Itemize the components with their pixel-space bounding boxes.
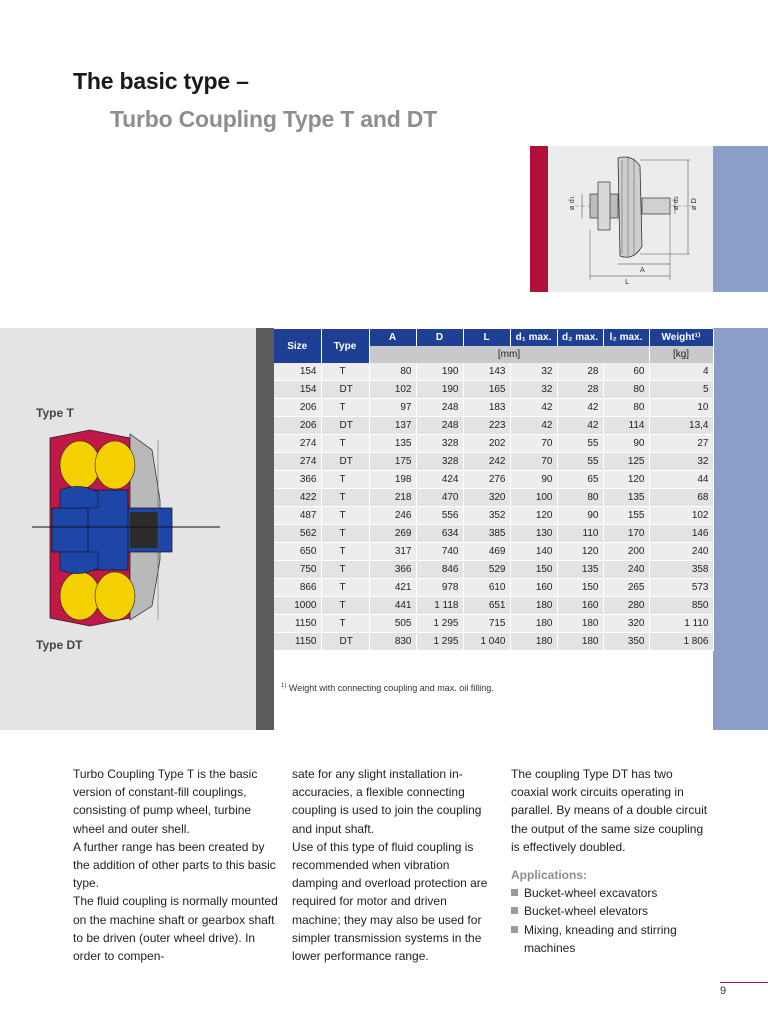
column-header: Type bbox=[321, 329, 369, 363]
table-row bbox=[274, 381, 713, 399]
type-dt-label: Type DT bbox=[36, 638, 83, 652]
table-cell: 70 bbox=[510, 435, 557, 453]
table-row bbox=[274, 417, 713, 435]
table-cell: 60 bbox=[603, 363, 649, 381]
table-cell: 180 bbox=[510, 633, 557, 651]
table-cell: 206 bbox=[274, 399, 321, 417]
table-cell: 130 bbox=[510, 525, 557, 543]
table-cell: 269 bbox=[369, 525, 416, 543]
table-cell: 223 bbox=[463, 417, 510, 435]
table-cell: 190 bbox=[416, 363, 463, 381]
page-number: 9 bbox=[720, 985, 727, 997]
table-cell: 97 bbox=[369, 399, 416, 417]
table-cell: 5 bbox=[649, 381, 713, 399]
table-cell: 573 bbox=[649, 579, 713, 597]
table-row bbox=[274, 597, 713, 615]
table-cell: 562 bbox=[274, 525, 321, 543]
application-label: Bucket-wheel elevators bbox=[524, 904, 649, 919]
table-cell: 240 bbox=[603, 561, 649, 579]
table-cell: DT bbox=[321, 633, 369, 651]
table-cell: 154 bbox=[274, 381, 321, 399]
units-mm: [mm] bbox=[369, 346, 649, 363]
table-cell: 70 bbox=[510, 453, 557, 471]
column-header: D bbox=[416, 329, 463, 346]
table-cell: 170 bbox=[603, 525, 649, 543]
table-row bbox=[274, 579, 713, 597]
dark-divider-bar bbox=[256, 328, 274, 730]
page-title: The basic type – bbox=[73, 68, 249, 94]
table-cell: 366 bbox=[369, 561, 416, 579]
dimension-drawing-panel bbox=[530, 146, 713, 292]
table-cell: 1000 bbox=[274, 597, 321, 615]
square-bullet-icon bbox=[511, 907, 518, 914]
table-cell: 650 bbox=[274, 543, 321, 561]
table-cell: 1 118 bbox=[416, 597, 463, 615]
table-cell: 80 bbox=[369, 363, 416, 381]
table-cell: 28 bbox=[557, 363, 603, 381]
table-row bbox=[274, 543, 713, 561]
table-cell: 750 bbox=[274, 561, 321, 579]
table-cell: 32 bbox=[510, 363, 557, 381]
table-cell: T bbox=[321, 507, 369, 525]
column-header: d₁ max. bbox=[510, 329, 557, 346]
table-cell: 160 bbox=[557, 597, 603, 615]
label-d1: ø d₁ bbox=[568, 196, 576, 210]
table-cell: 715 bbox=[463, 615, 510, 633]
table-cell: 180 bbox=[557, 633, 603, 651]
table-cell: 42 bbox=[510, 399, 557, 417]
coupling-dimension-drawing bbox=[530, 146, 713, 292]
table-cell: 328 bbox=[416, 435, 463, 453]
table-cell: 850 bbox=[649, 597, 713, 615]
text-column-2: sate for any slight installation in-accuracies, a flexible connecting coupling is used to join the coupling and input shaft. Use of this type of fluid coupling is recommended when vibration damping and overload protection are required for motor and driven machine; they may also be used for simpler transmission systems in the lower performance range. bbox=[292, 767, 488, 964]
table-cell: 44 bbox=[649, 471, 713, 489]
table-cell: 866 bbox=[274, 579, 321, 597]
table-cell: 248 bbox=[416, 417, 463, 435]
table-cell: 366 bbox=[274, 471, 321, 489]
table-cell: 80 bbox=[557, 489, 603, 507]
table-cell: 1150 bbox=[274, 615, 321, 633]
table-cell: 4 bbox=[649, 363, 713, 381]
table-cell: 90 bbox=[603, 435, 649, 453]
table-cell: 180 bbox=[510, 597, 557, 615]
table-cell: 65 bbox=[557, 471, 603, 489]
table-cell: 155 bbox=[603, 507, 649, 525]
type-t-label: Type T bbox=[36, 406, 74, 420]
table-cell: T bbox=[321, 363, 369, 381]
table-cell: 135 bbox=[603, 489, 649, 507]
table-cell: 200 bbox=[603, 543, 649, 561]
application-item bbox=[511, 921, 711, 957]
accent-red-bar bbox=[530, 146, 548, 292]
table-row bbox=[274, 525, 713, 543]
table-cell: 556 bbox=[416, 507, 463, 525]
table-cell: 218 bbox=[369, 489, 416, 507]
table-cell: 68 bbox=[649, 489, 713, 507]
table-cell: 143 bbox=[463, 363, 510, 381]
table-cell: 470 bbox=[416, 489, 463, 507]
table-cell: 80 bbox=[603, 381, 649, 399]
table-cell: 358 bbox=[649, 561, 713, 579]
label-d2: ø d₂ bbox=[672, 196, 680, 210]
table-cell: 13,4 bbox=[649, 417, 713, 435]
square-bullet-icon bbox=[511, 889, 518, 896]
table-cell: 160 bbox=[510, 579, 557, 597]
table-cell: 469 bbox=[463, 543, 510, 561]
text-column-1: Turbo Coupling Type T is the basic version of constant-fill couplings, consisting of pump wheel, turbine wheel and outer shell. A further range has been created by the addition of other parts to this basic type. The fluid coupling is normally mounted on the machine shaft or gearbox shaft to be driven (outer wheel drive). In order to compen- bbox=[73, 767, 278, 964]
table-cell: 150 bbox=[510, 561, 557, 579]
table-cell: 120 bbox=[510, 507, 557, 525]
table-row bbox=[274, 363, 713, 381]
table-cell: 529 bbox=[463, 561, 510, 579]
table-cell: 280 bbox=[603, 597, 649, 615]
table-cell: 352 bbox=[463, 507, 510, 525]
column-header: Weight¹⁾ bbox=[649, 329, 713, 346]
table-cell: 830 bbox=[369, 633, 416, 651]
table-cell: 180 bbox=[557, 615, 603, 633]
table-row bbox=[274, 435, 713, 453]
table-cell: 274 bbox=[274, 435, 321, 453]
side-blue-bar bbox=[713, 328, 768, 730]
table-cell: 265 bbox=[603, 579, 649, 597]
table-row bbox=[274, 615, 713, 633]
table-cell: 634 bbox=[416, 525, 463, 543]
table-cell: T bbox=[321, 615, 369, 633]
table-cell: 140 bbox=[510, 543, 557, 561]
table-cell: 441 bbox=[369, 597, 416, 615]
table-cell: DT bbox=[321, 453, 369, 471]
table-cell: 175 bbox=[369, 453, 416, 471]
table-cell: 42 bbox=[557, 417, 603, 435]
table-cell: 202 bbox=[463, 435, 510, 453]
table-cell: T bbox=[321, 471, 369, 489]
table-row bbox=[274, 453, 713, 471]
table-cell: 102 bbox=[649, 507, 713, 525]
table-cell: 114 bbox=[603, 417, 649, 435]
units-kg: [kg] bbox=[649, 346, 713, 363]
table-header-row bbox=[274, 329, 713, 346]
table-cell: 135 bbox=[369, 435, 416, 453]
column-header: A bbox=[369, 329, 416, 346]
coupling-cross-section bbox=[30, 420, 222, 632]
column-header: d₂ max. bbox=[557, 329, 603, 346]
table-cell: T bbox=[321, 399, 369, 417]
table-cell: T bbox=[321, 579, 369, 597]
table-cell: 421 bbox=[369, 579, 416, 597]
table-cell: 1 110 bbox=[649, 615, 713, 633]
table-cell: 180 bbox=[510, 615, 557, 633]
side-blue-bar-top bbox=[713, 146, 768, 292]
table-cell: 424 bbox=[416, 471, 463, 489]
table-cell: 102 bbox=[369, 381, 416, 399]
table-cell: 154 bbox=[274, 363, 321, 381]
table-cell: 198 bbox=[369, 471, 416, 489]
table-cell: 125 bbox=[603, 453, 649, 471]
table-cell: 206 bbox=[274, 417, 321, 435]
table-row bbox=[274, 633, 713, 651]
table-cell: 90 bbox=[557, 507, 603, 525]
table-cell: 80 bbox=[603, 399, 649, 417]
table-cell: T bbox=[321, 543, 369, 561]
table-cell: 120 bbox=[603, 471, 649, 489]
page-number-rule bbox=[720, 982, 768, 983]
table-cell: 505 bbox=[369, 615, 416, 633]
table-cell: 276 bbox=[463, 471, 510, 489]
table-cell: 10 bbox=[649, 399, 713, 417]
table-cell: 610 bbox=[463, 579, 510, 597]
coupling-specifications-table bbox=[274, 329, 714, 651]
column-header: Size bbox=[274, 329, 321, 363]
applications-heading: Applications: bbox=[511, 868, 588, 883]
table-cell: 487 bbox=[274, 507, 321, 525]
table-cell: 120 bbox=[557, 543, 603, 561]
application-item bbox=[511, 902, 711, 920]
table-cell: 42 bbox=[510, 417, 557, 435]
table-cell: DT bbox=[321, 381, 369, 399]
table-cell: 28 bbox=[557, 381, 603, 399]
table-cell: 651 bbox=[463, 597, 510, 615]
table-cell: 150 bbox=[557, 579, 603, 597]
application-item bbox=[511, 884, 711, 902]
table-cell: 385 bbox=[463, 525, 510, 543]
table-cell: T bbox=[321, 561, 369, 579]
page-subtitle: Turbo Coupling Type T and DT bbox=[110, 106, 438, 132]
table-cell: 1 295 bbox=[416, 615, 463, 633]
table-cell: 42 bbox=[557, 399, 603, 417]
table-cell: 100 bbox=[510, 489, 557, 507]
table-cell: T bbox=[321, 597, 369, 615]
table-cell: 137 bbox=[369, 417, 416, 435]
table-cell: 32 bbox=[510, 381, 557, 399]
table-row bbox=[274, 507, 713, 525]
table-cell: 320 bbox=[603, 615, 649, 633]
table-cell: T bbox=[321, 525, 369, 543]
label-L: L bbox=[625, 278, 629, 286]
label-D: ø D bbox=[690, 198, 698, 210]
text-column-3 bbox=[511, 765, 711, 957]
table-cell: 422 bbox=[274, 489, 321, 507]
table-cell: 317 bbox=[369, 543, 416, 561]
table-cell: 1 295 bbox=[416, 633, 463, 651]
table-cell: 146 bbox=[649, 525, 713, 543]
table-cell: 248 bbox=[416, 399, 463, 417]
column-header: l₂ max. bbox=[603, 329, 649, 346]
table-cell: 110 bbox=[557, 525, 603, 543]
table-cell: 1150 bbox=[274, 633, 321, 651]
table-cell: DT bbox=[321, 417, 369, 435]
table-cell: 242 bbox=[463, 453, 510, 471]
table-cell: 190 bbox=[416, 381, 463, 399]
square-bullet-icon bbox=[511, 926, 518, 933]
table-cell: 135 bbox=[557, 561, 603, 579]
application-label: Mixing, kneading and stirring machines bbox=[524, 922, 677, 955]
table-row bbox=[274, 489, 713, 507]
table-row bbox=[274, 399, 713, 417]
table-cell: 740 bbox=[416, 543, 463, 561]
table-cell: 274 bbox=[274, 453, 321, 471]
column-header: L bbox=[463, 329, 510, 346]
table-cell: 27 bbox=[649, 435, 713, 453]
label-A: A bbox=[640, 266, 645, 274]
table-cell: 90 bbox=[510, 471, 557, 489]
table-row bbox=[274, 561, 713, 579]
table-cell: 240 bbox=[649, 543, 713, 561]
applications-list bbox=[511, 884, 711, 957]
table-cell: 246 bbox=[369, 507, 416, 525]
table-cell: 55 bbox=[557, 453, 603, 471]
application-label: Bucket-wheel excavators bbox=[524, 886, 658, 901]
table-cell: 55 bbox=[557, 435, 603, 453]
table-cell: 350 bbox=[603, 633, 649, 651]
table-cell: 183 bbox=[463, 399, 510, 417]
table-cell: 846 bbox=[416, 561, 463, 579]
table-cell: 1 806 bbox=[649, 633, 713, 651]
table-footnote bbox=[281, 683, 494, 693]
table-cell: T bbox=[321, 435, 369, 453]
table-cell: 328 bbox=[416, 453, 463, 471]
table-cell: 978 bbox=[416, 579, 463, 597]
table-cell: 32 bbox=[649, 453, 713, 471]
footnote-text: Weight with connecting coupling and max. oil filling. bbox=[288, 683, 494, 693]
table-row bbox=[274, 471, 713, 489]
dt-description: The coupling Type DT has two coaxial work circuits operating in parallel. By means of a double circuit the output of the same size coupling is effectively doubled. bbox=[511, 767, 708, 854]
table-cell: T bbox=[321, 489, 369, 507]
table-cell: 1 040 bbox=[463, 633, 510, 651]
table-cell: 165 bbox=[463, 381, 510, 399]
footnote-mark: 1) bbox=[281, 683, 287, 689]
table-cell: 320 bbox=[463, 489, 510, 507]
